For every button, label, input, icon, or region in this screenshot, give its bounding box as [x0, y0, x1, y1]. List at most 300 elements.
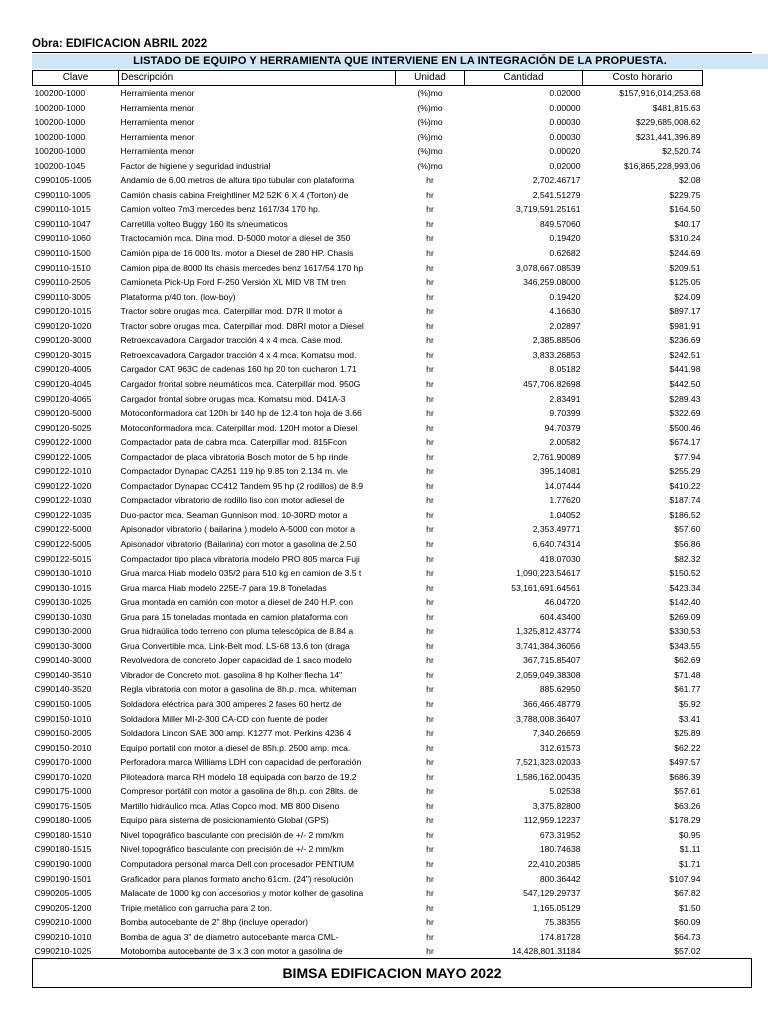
cell-descripcion: Compactador de placa vibratoria Bosch motor de 5 hp rinde	[120, 451, 348, 462]
cell-costo-horario: $82.32	[674, 553, 701, 564]
cell-clave: C990180-1005	[34, 815, 92, 826]
cell-clave: C990122-1005	[34, 451, 92, 462]
cell-costo-horario: $62.22	[674, 742, 701, 753]
header-clave: Clave	[33, 71, 119, 86]
equipment-table	[32, 70, 703, 959]
cell-descripcion: Tractor sobre orugas mca. Caterpillar mod. D8RI motor a Diesel	[120, 320, 364, 331]
table-row	[33, 886, 703, 901]
cell-descripcion: Grua marca Hiab modelo 225E-7 para 19.8 Toneladas	[120, 582, 327, 593]
cell-costo-horario: $64.73	[674, 931, 701, 942]
table-row	[33, 639, 703, 654]
cell-clave: C990150-2010	[34, 742, 92, 753]
table-row	[33, 348, 703, 363]
cell-unidad: hr	[426, 655, 434, 666]
table-row	[33, 595, 703, 610]
cell-clave: C990120-1015	[34, 306, 92, 317]
cell-costo-horario: $289.43	[669, 393, 701, 404]
cell-unidad: hr	[426, 189, 434, 200]
cell-descripcion: Retroexcavadora Cargador tracción 4 x 4 mca. Komatsu mod.	[120, 349, 357, 360]
table-row	[33, 508, 703, 523]
cell-descripcion: Piloteadora marca RH modelo 18 equipada con barzo de 19.2	[120, 771, 357, 782]
cell-descripcion: Compactador tipo placa vibratoria modelo PRO 805 marca Fuji	[120, 553, 360, 564]
cell-costo-horario: $343.55	[669, 640, 701, 651]
listado-banner: LISTADO DE EQUIPO Y HERRAMIENTA QUE INTERVIENE EN LA INTEGRACIÓN DE LA PROPUESTA.	[32, 54, 768, 69]
cell-clave: C990120-3000	[34, 335, 92, 346]
cell-unidad: hr	[426, 306, 434, 317]
cell-clave: 100200-1000	[34, 88, 86, 99]
cell-cantidad: 2,541.51279	[532, 189, 581, 200]
cell-clave: C990122-1010	[34, 466, 92, 477]
cell-cantidad: 2,059,049.38308	[515, 669, 581, 680]
cell-descripcion: Camioneta Pick-Up Ford F-250 Versión XL MID V8 TM tren	[120, 277, 346, 288]
cell-clave: C990130-1025	[34, 597, 92, 608]
cell-clave: C990120-3015	[34, 349, 92, 360]
cell-costo-horario: $322.69	[669, 408, 701, 419]
cell-clave: C990190-1501	[34, 873, 92, 884]
table-row	[33, 493, 703, 508]
cell-cantidad: 0.19420	[549, 291, 581, 302]
cell-costo-horario: $897.17	[669, 306, 701, 317]
cell-costo-horario: $2,520.74	[662, 146, 701, 157]
table-row	[33, 231, 703, 246]
cell-cantidad: 180.74638	[539, 844, 581, 855]
cell-clave: C990122-1030	[34, 495, 92, 506]
cell-clave: C990130-1010	[34, 568, 92, 579]
cell-descripcion: Compactador pata de cabra mca. Caterpillar mod. 815Fcon	[120, 437, 347, 448]
cell-clave: C990110-1047	[34, 218, 91, 229]
cell-descripcion: Factor de higiene y seguridad industrial	[120, 160, 271, 171]
cell-clave: C990180-1510	[34, 829, 92, 840]
cell-descripcion: Vibrador de Concreto mot. gasolina 8 hp Kolher flecha 14"	[120, 669, 343, 680]
cell-descripcion: Plataforma p/40 ton. (low-boy)	[120, 291, 236, 302]
cell-costo-horario: $229.75	[669, 189, 701, 200]
cell-cantidad: 0.02000	[549, 88, 581, 99]
cell-costo-horario: $25.89	[674, 728, 701, 739]
cell-clave: C990170-1000	[34, 757, 92, 768]
cell-cantidad: 2.02897	[549, 320, 581, 331]
footer-title: BIMSA EDIFICACION MAYO 2022	[32, 958, 752, 988]
cell-unidad: hr	[426, 902, 434, 913]
cell-unidad: hr	[426, 524, 434, 535]
cell-unidad: hr	[426, 320, 434, 331]
cell-costo-horario: $178.29	[669, 815, 701, 826]
cell-unidad: hr	[426, 262, 434, 273]
cell-unidad: hr	[426, 800, 434, 811]
table-row	[33, 930, 703, 945]
cell-descripcion: Camion pipa de 8000 lts chasis mercedes benz 1617/54 170 hp	[120, 262, 364, 273]
cell-descripcion: Nivel topográfico basculante con precisión de +/- 2 mm/km	[120, 844, 344, 855]
cell-unidad: hr	[426, 742, 434, 753]
cell-costo-horario: $255.29	[669, 466, 701, 477]
cell-unidad: hr	[426, 844, 434, 855]
cell-clave: 100200-1000	[34, 102, 86, 113]
cell-clave: C990120-4005	[34, 364, 92, 375]
cell-unidad: hr	[426, 728, 434, 739]
cell-clave: C990175-1505	[34, 800, 92, 811]
cell-clave: C990120-1020	[34, 320, 92, 331]
table-row	[33, 726, 703, 741]
cell-costo-horario: $3.41	[678, 713, 701, 724]
cell-descripcion: Graficador para planos formato ancho 61cm. (24") resolución	[120, 873, 354, 884]
cell-costo-horario: $209.51	[669, 262, 701, 273]
cell-costo-horario: $1.71	[678, 859, 701, 869]
cell-descripcion: Cargador frontal sobre orugas mca. Komatsu mod. D41A-3	[120, 393, 346, 404]
cell-unidad: hr	[426, 829, 434, 840]
cell-descripcion: Camión chasis cabina Freightliner M2 52K 6 X 4 (Torton) de	[120, 189, 349, 200]
cell-cantidad: 1,090,223.54617	[515, 568, 581, 579]
table-row	[33, 173, 703, 188]
cell-unidad: hr	[426, 422, 434, 433]
cell-cantidad: 0.00030	[549, 117, 581, 128]
cell-descripcion: Tripie metálico con garrucha para 2 ton.	[120, 902, 273, 913]
cell-costo-horario: $56.86	[674, 538, 701, 549]
cell-clave: C990120-5025	[34, 422, 92, 433]
cell-cantidad: 0.00020	[549, 146, 581, 157]
cell-clave: C990105-1005	[34, 175, 92, 186]
cell-cantidad: 1.04052	[549, 509, 581, 520]
cell-clave: C990122-1035	[34, 509, 92, 520]
cell-unidad: hr	[426, 291, 434, 302]
cell-clave: C990110-2505	[34, 277, 91, 288]
cell-clave: 100200-1000	[34, 146, 86, 157]
cell-descripcion: Retroexcavadora Cargador tracción 4 x 4 mca. Case mod.	[120, 335, 343, 346]
table-row	[33, 450, 703, 465]
table-row	[33, 682, 703, 697]
table-row	[33, 261, 703, 276]
cell-cantidad: 4.16630	[549, 306, 581, 317]
cell-clave: C990205-1005	[34, 888, 92, 899]
cell-cantidad: 9.70399	[549, 408, 581, 419]
cell-unidad: hr	[426, 771, 434, 782]
cell-cantidad: 5.02538	[549, 786, 581, 797]
cell-unidad: hr	[426, 640, 434, 651]
cell-costo-horario: $60.09	[674, 917, 701, 928]
cell-unidad: hr	[426, 364, 434, 375]
cell-clave: C990110-1005	[34, 189, 91, 200]
cell-unidad: hr	[426, 393, 434, 404]
cell-cantidad: 312.61573	[539, 742, 581, 753]
table-row	[33, 915, 703, 930]
cell-descripcion: Camión pipa de 16 000 lts. motor a Diesel de 280 HP. Chasis	[120, 248, 354, 259]
cell-clave: C990130-2000	[34, 626, 92, 637]
cell-descripcion: Compactador Dynapac CA251 119 hp 9.85 ton 2.134 m. vle	[120, 466, 348, 477]
table-row	[33, 101, 703, 116]
cell-cantidad: 3,719,591.25161	[515, 204, 581, 215]
cell-costo-horario: $186.52	[669, 509, 701, 520]
cell-descripcion: Soldadora eléctrica para 300 amperes 2 fases 60 hertz de	[120, 698, 342, 709]
cell-descripcion: Motobomba autocebante de 3 x 3 con motor a gasolina de	[120, 946, 343, 957]
table-row	[33, 770, 703, 785]
cell-cantidad: 2.83491	[549, 393, 581, 404]
cell-costo-horario: $481,815.63	[652, 102, 701, 113]
cell-clave: C990205-1200	[34, 902, 92, 913]
cell-unidad: hr	[426, 931, 434, 942]
cell-descripcion: Herramienta menor	[120, 146, 195, 157]
cell-clave: C990110-1500	[34, 248, 91, 259]
table-row	[33, 464, 703, 479]
table-body	[33, 86, 703, 959]
cell-costo-horario: $1.11	[679, 844, 701, 855]
cell-descripcion: Bomba de agua 3" de diametro autocebante marca CML-	[120, 931, 339, 942]
cell-unidad: (%)mo	[417, 117, 443, 128]
table-row	[33, 333, 703, 348]
cell-costo-horario: $310.24	[669, 233, 701, 244]
cell-cantidad: 547,129.29737	[523, 888, 581, 899]
cell-costo-horario: $150.52	[669, 568, 701, 579]
cell-cantidad: 0.02000	[549, 160, 581, 171]
cell-costo-horario: $107.94	[669, 873, 701, 884]
cell-clave: C990122-1000	[34, 437, 92, 448]
table-row	[33, 479, 703, 494]
cell-costo-horario: $5.92	[678, 698, 701, 709]
cell-cantidad: 800.36442	[539, 873, 581, 884]
cell-clave: C990175-1000	[34, 786, 92, 797]
cell-unidad: (%)mo	[417, 146, 443, 157]
cell-clave: 100200-1045	[34, 160, 86, 171]
cell-cantidad: 1,325,812.43774	[515, 626, 581, 637]
cell-cantidad: 2.00582	[549, 437, 581, 448]
cell-cantidad: 6,640.74314	[532, 538, 581, 549]
table-row	[33, 202, 703, 217]
cell-costo-horario: $231,441,396.89	[635, 131, 701, 142]
table-row	[33, 319, 703, 334]
table-row	[33, 159, 703, 174]
cell-unidad: hr	[426, 509, 434, 520]
cell-cantidad: 2,761.90089	[532, 451, 581, 462]
cell-descripcion: Equipo portatil con motor a diesel de 85h.p. 2500 amp. mca.	[120, 742, 351, 753]
cell-costo-horario: $686.39	[669, 771, 701, 782]
cell-clave: C990122-5005	[34, 538, 92, 549]
table-row	[33, 552, 703, 567]
cell-costo-horario: $62.69	[674, 655, 701, 666]
cell-descripcion: Apisonador vibratorio (Bailarina) con motor a gasolina de 2.50	[120, 538, 357, 549]
cell-descripcion: Duo-pactor mca. Seaman Gunnison mod. 10-30RD motor a	[120, 509, 348, 520]
cell-clave: C990130-3000	[34, 640, 92, 651]
table-row	[33, 901, 703, 916]
cell-descripcion: Perforadora marca Williams LDH con capacidad de perforación	[120, 757, 362, 768]
cell-clave: C990150-1010	[34, 713, 92, 724]
cell-cantidad: 457,706.82698	[523, 378, 581, 389]
cell-unidad: hr	[426, 946, 434, 957]
cell-descripcion: Herramienta menor	[120, 88, 195, 99]
cell-costo-horario: $229,685,008.62	[635, 117, 701, 128]
cell-unidad: hr	[426, 480, 434, 491]
cell-costo-horario: $24.09	[674, 291, 701, 302]
cell-descripcion: Compactador Dynapac CC412 Tandem 95 hp (2 rodillos) de 8.9	[120, 480, 364, 491]
cell-descripcion: Cargador CAT 963C de cadenas 160 hp 20 ton cucharon 1.71	[120, 364, 357, 375]
cell-descripcion: Revolvedora de concreto Joper capacidad de 1 saco modelo	[120, 655, 352, 666]
cell-cantidad: 14,428,801.31184	[511, 946, 581, 957]
header-descripcion: Descripción	[119, 71, 396, 86]
cell-costo-horario: $187.74	[669, 495, 701, 506]
cell-costo-horario: $67.82	[674, 888, 701, 899]
cell-descripcion: Equipo para sistema de posicionamiento Global (GPS)	[120, 815, 329, 826]
table-row	[33, 86, 703, 101]
cell-unidad: hr	[426, 786, 434, 797]
cell-unidad: hr	[426, 204, 434, 215]
cell-descripcion: Bomba autocebante de 2" 8hp (incluye operador)	[120, 917, 308, 928]
cell-costo-horario: $71.48	[674, 669, 701, 680]
cell-clave: C990110-1015	[34, 204, 91, 215]
table-row	[33, 421, 703, 436]
cell-descripcion: Camion volteo 7m3 mercedes benz 1617/34 170 hp.	[120, 204, 321, 215]
cell-cantidad: 94.70379	[544, 422, 581, 433]
cell-costo-horario: $16,865,228,993.06	[624, 160, 701, 171]
cell-costo-horario: $242.51	[669, 349, 701, 360]
cell-unidad: hr	[426, 233, 434, 244]
cell-descripcion: Martillo hidráulico mca. Atlas Copco mod. MB 800 Diseno	[120, 800, 340, 811]
cell-clave: C990122-5000	[34, 524, 92, 535]
cell-cantidad: 7,340.26659	[532, 728, 581, 739]
table-row	[33, 624, 703, 639]
cell-descripcion: Herramienta menor	[120, 102, 195, 113]
cell-unidad: hr	[426, 582, 434, 593]
cell-descripcion: Grua montada en camión con motor a diesel de 240 H.P. con	[120, 597, 353, 608]
cell-descripcion: Carretilla volteo Buggy 160 lts s/neumaticos	[120, 218, 288, 229]
cell-descripcion: Tractocamión mca. Dina mod. D-5000 motor a diesel de 350	[120, 233, 351, 244]
cell-cantidad: 8.05182	[549, 364, 581, 375]
cell-cantidad: 22,410.20385	[527, 859, 581, 869]
cell-costo-horario: $61.77	[674, 684, 701, 695]
cell-unidad: hr	[426, 248, 434, 259]
cell-descripcion: Compresor portátil con motor a gasolina de 8h.p. con 28lts. de	[120, 786, 358, 797]
cell-descripcion: Cargador frontal sobre neumáticos mca. Caterpillar mod. 950G	[120, 378, 361, 389]
table-row	[33, 362, 703, 377]
table-row	[33, 435, 703, 450]
cell-costo-horario: $236.69	[669, 335, 701, 346]
cell-cantidad: 3,375.82800	[532, 800, 581, 811]
cell-cantidad: 2,702.46717	[532, 175, 581, 186]
cell-cantidad: 3,788,008.36407	[515, 713, 581, 724]
cell-unidad: hr	[426, 218, 434, 229]
cell-descripcion: Grua marca Hiab modelo 035/2 para 510 kg en camion de 3.5 t	[120, 568, 362, 579]
cell-costo-horario: $142.40	[669, 597, 701, 608]
table-row	[33, 828, 703, 843]
cell-cantidad: 0.00000	[549, 102, 581, 113]
cell-costo-horario: $330.53	[669, 626, 701, 637]
cell-unidad: hr	[426, 698, 434, 709]
cell-costo-horario: $2.08	[678, 175, 701, 186]
cell-costo-horario: $63.26	[674, 800, 701, 811]
cell-clave: C990150-1005	[34, 698, 92, 709]
cell-unidad: hr	[426, 626, 434, 637]
cell-descripcion: Grua hidraúlica todo terreno con pluma telescópica de 8.84 a	[120, 626, 354, 637]
cell-cantidad: 7,521,323.02033	[515, 757, 581, 768]
table-row	[33, 377, 703, 392]
table-row	[33, 799, 703, 814]
cell-clave: C990210-1010	[34, 931, 92, 942]
cell-cantidad: 3,741,384.36056	[515, 640, 581, 651]
cell-unidad: hr	[426, 408, 434, 419]
cell-descripcion: Herramienta menor	[120, 131, 195, 142]
cell-descripcion: Grua Convertible mca. Link-Belt mod. LS-68 13.6 ton (draga	[120, 640, 350, 651]
cell-clave: 100200-1000	[34, 117, 86, 128]
cell-cantidad: 112,959.12237	[523, 815, 581, 826]
cell-unidad: hr	[426, 568, 434, 579]
header-cantidad: Cantidad	[465, 71, 583, 86]
cell-unidad: hr	[426, 917, 434, 928]
cell-cantidad: 75.38355	[544, 917, 581, 928]
cell-clave: C990140-3000	[34, 655, 92, 666]
cell-costo-horario: $77.94	[674, 451, 701, 462]
cell-cantidad: 174.81728	[539, 931, 581, 942]
table-row	[33, 246, 703, 261]
table-header-row	[33, 71, 703, 86]
cell-cantidad: 0.00030	[549, 131, 581, 142]
cell-descripcion: Tractor sobre orugas mca. Caterpillar mod. D7R II motor a	[120, 306, 343, 317]
cell-unidad: hr	[426, 538, 434, 549]
cell-costo-horario: $981.91	[669, 320, 701, 331]
cell-unidad: hr	[426, 713, 434, 724]
cell-descripcion: Compactador vibratorio de rodillo liso con motor adiesel de	[120, 495, 345, 506]
cell-costo-horario: $442.50	[669, 378, 701, 389]
cell-cantidad: 2,353.49771	[532, 524, 581, 535]
table-row	[33, 741, 703, 756]
cell-unidad: hr	[426, 437, 434, 448]
table-row	[33, 872, 703, 887]
cell-clave: C990120-4065	[34, 393, 92, 404]
cell-cantidad: 418.07030	[539, 553, 581, 564]
cell-unidad: hr	[426, 597, 434, 608]
cell-unidad: hr	[426, 277, 434, 288]
cell-cantidad: 366,466.48779	[523, 698, 581, 709]
cell-costo-horario: $674.17	[669, 437, 701, 448]
table-row	[33, 130, 703, 145]
cell-descripcion: Herramienta menor	[120, 117, 195, 128]
cell-clave: C990110-1510	[34, 262, 91, 273]
cell-unidad: hr	[426, 175, 434, 186]
cell-descripcion: Grua para 15 toneladas montada en camion plataforma con	[120, 611, 348, 622]
table-row	[33, 755, 703, 770]
cell-clave: C990140-3510	[34, 669, 92, 680]
table-row	[33, 537, 703, 552]
table-row	[33, 188, 703, 203]
cell-unidad: (%)mo	[417, 131, 443, 142]
table-row	[33, 217, 703, 232]
table-row	[33, 566, 703, 581]
cell-costo-horario: $0.95	[678, 829, 701, 840]
cell-costo-horario: $244.69	[669, 248, 701, 259]
cell-descripcion: Soldadora Miller MI-2-300 CA-CD con fuente de poder	[120, 713, 328, 724]
cell-unidad: hr	[426, 495, 434, 506]
cell-clave: C990210-1025	[34, 946, 92, 957]
cell-costo-horario: $497.57	[669, 757, 701, 768]
cell-costo-horario: $40.17	[674, 218, 701, 229]
cell-cantidad: 1,586,162.00435	[515, 771, 581, 782]
obra-title: Obra: EDIFICACION ABRIL 2022	[32, 36, 752, 53]
table-row	[33, 813, 703, 828]
cell-descripcion: Malacate de 1000 kg con accesorios y motor kolher de gasolina	[120, 888, 364, 899]
cell-costo-horario: $157,916,014,253.68	[619, 88, 701, 99]
cell-unidad: hr	[426, 335, 434, 346]
cell-clave: C990120-5000	[34, 408, 92, 419]
cell-cantidad: 346,259.08000	[523, 277, 581, 288]
cell-costo-horario: $269.09	[669, 611, 701, 622]
cell-clave: C990122-5015	[34, 553, 92, 564]
cell-clave: 100200-1000	[34, 131, 86, 142]
table-row	[33, 842, 703, 857]
cell-cantidad: 3,833.26853	[532, 349, 581, 360]
cell-unidad: hr	[426, 553, 434, 564]
cell-cantidad: 849.57060	[539, 218, 581, 229]
cell-cantidad: 673.31952	[539, 829, 581, 840]
cell-costo-horario: $57.02	[674, 946, 701, 957]
header-costo-horario: Costo horario	[583, 71, 703, 86]
cell-clave: C990150-2005	[34, 728, 92, 739]
cell-unidad: (%)mo	[417, 88, 443, 99]
cell-unidad: (%)mo	[417, 102, 443, 113]
cell-cantidad: 0.19420	[549, 233, 581, 244]
